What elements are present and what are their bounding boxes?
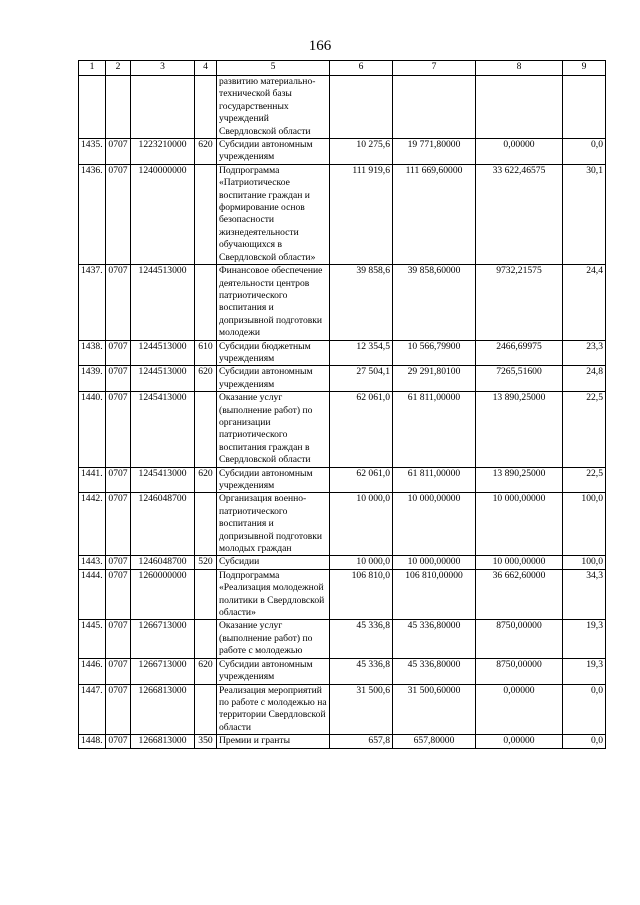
cell-expense-type-code: 620 <box>195 658 217 684</box>
table-row <box>79 139 606 165</box>
cell-row-number: 1445. <box>79 620 106 658</box>
cell-planned-amount: 10 000,00000 <box>393 493 476 556</box>
table-row <box>79 735 606 748</box>
cell-section-code: 0707 <box>106 340 131 366</box>
cell-approved-amount: 10 000,0 <box>330 493 393 556</box>
cell-section-code: 0707 <box>106 265 131 340</box>
table-row <box>79 76 606 139</box>
cell-section-code <box>106 76 131 139</box>
cell-target-article-code: 1260000000 <box>131 569 195 620</box>
cell-executed-amount: 2466,69975 <box>476 340 563 366</box>
cell-executed-amount: 8750,00000 <box>476 620 563 658</box>
cell-planned-amount <box>393 76 476 139</box>
cell-approved-amount: 10 000,0 <box>330 556 393 569</box>
cell-expense-type-code <box>195 392 217 467</box>
cell-item-name: Финансовое обеспечение деятельности центров патриотического воспитания и допризывной подготовки молодежи <box>217 265 330 340</box>
cell-target-article-code: 1266713000 <box>131 620 195 658</box>
header-cell: 5 <box>217 61 330 76</box>
cell-row-number: 1443. <box>79 556 106 569</box>
cell-section-code: 0707 <box>106 493 131 556</box>
cell-item-name: Премии и гранты <box>217 735 330 748</box>
cell-row-number: 1447. <box>79 684 106 735</box>
cell-section-code: 0707 <box>106 684 131 735</box>
cell-approved-amount: 62 061,0 <box>330 392 393 467</box>
cell-execution-percent: 0,0 <box>563 684 606 735</box>
cell-expense-type-code: 620 <box>195 467 217 493</box>
cell-execution-percent <box>563 76 606 139</box>
cell-executed-amount: 13 890,25000 <box>476 392 563 467</box>
cell-execution-percent: 0,0 <box>563 735 606 748</box>
cell-executed-amount: 13 890,25000 <box>476 467 563 493</box>
cell-target-article-code: 1245413000 <box>131 467 195 493</box>
cell-execution-percent: 19,3 <box>563 620 606 658</box>
table-row <box>79 556 606 569</box>
cell-approved-amount <box>330 76 393 139</box>
cell-planned-amount: 10 566,79900 <box>393 340 476 366</box>
cell-item-name: Субсидии автономным учреждениям <box>217 658 330 684</box>
cell-item-name: Субсидии автономным учреждениям <box>217 366 330 392</box>
cell-section-code: 0707 <box>106 569 131 620</box>
header-cell: 3 <box>131 61 195 76</box>
cell-item-name: Подпрограмма «Патриотическое воспитание граждан и формирование основ безопасности жизнедеятельности обучающихся в Свердловской области» <box>217 164 330 264</box>
cell-row-number: 1444. <box>79 569 106 620</box>
cell-approved-amount: 10 275,6 <box>330 139 393 165</box>
cell-row-number: 1437. <box>79 265 106 340</box>
cell-approved-amount: 45 336,8 <box>330 658 393 684</box>
cell-planned-amount: 61 811,00000 <box>393 392 476 467</box>
cell-expense-type-code: 520 <box>195 556 217 569</box>
cell-execution-percent: 100,0 <box>563 556 606 569</box>
table-row <box>79 569 606 620</box>
cell-approved-amount: 657,8 <box>330 735 393 748</box>
cell-planned-amount: 106 810,00000 <box>393 569 476 620</box>
cell-executed-amount: 8750,00000 <box>476 658 563 684</box>
cell-execution-percent: 19,3 <box>563 658 606 684</box>
cell-executed-amount: 0,00000 <box>476 139 563 165</box>
table-row <box>79 366 606 392</box>
cell-item-name: развитию материально-технической базы государственных учреждений Свердловской области <box>217 76 330 139</box>
cell-planned-amount: 657,80000 <box>393 735 476 748</box>
cell-item-name: Реализация мероприятий по работе с молодежью на территории Свердловской области <box>217 684 330 735</box>
cell-executed-amount: 7265,51600 <box>476 366 563 392</box>
cell-planned-amount: 19 771,80000 <box>393 139 476 165</box>
cell-approved-amount: 39 858,6 <box>330 265 393 340</box>
cell-target-article-code: 1266813000 <box>131 735 195 748</box>
header-cell: 9 <box>563 61 606 76</box>
cell-approved-amount: 45 336,8 <box>330 620 393 658</box>
table-row <box>79 265 606 340</box>
table-row <box>79 392 606 467</box>
cell-item-name: Субсидии автономным учреждениям <box>217 139 330 165</box>
cell-row-number: 1441. <box>79 467 106 493</box>
cell-approved-amount: 106 810,0 <box>330 569 393 620</box>
cell-section-code: 0707 <box>106 139 131 165</box>
cell-item-name: Подпрограмма «Реализация молодежной политики в Свердловской области» <box>217 569 330 620</box>
cell-row-number: 1448. <box>79 735 106 748</box>
cell-execution-percent: 30,1 <box>563 164 606 264</box>
cell-expense-type-code: 350 <box>195 735 217 748</box>
cell-execution-percent: 23,3 <box>563 340 606 366</box>
cell-target-article-code: 1240000000 <box>131 164 195 264</box>
table-row <box>79 620 606 658</box>
table-row <box>79 340 606 366</box>
cell-item-name: Субсидии <box>217 556 330 569</box>
cell-row-number: 1438. <box>79 340 106 366</box>
cell-expense-type-code <box>195 265 217 340</box>
cell-execution-percent: 100,0 <box>563 493 606 556</box>
table-row <box>79 658 606 684</box>
cell-execution-percent: 22,5 <box>563 467 606 493</box>
cell-row-number: 1435. <box>79 139 106 165</box>
header-cell: 7 <box>393 61 476 76</box>
cell-planned-amount: 31 500,60000 <box>393 684 476 735</box>
cell-executed-amount: 33 622,46575 <box>476 164 563 264</box>
cell-executed-amount <box>476 76 563 139</box>
cell-section-code: 0707 <box>106 556 131 569</box>
cell-item-name: Оказание услуг (выполнение работ) по работе с молодежью <box>217 620 330 658</box>
cell-target-article-code: 1244513000 <box>131 366 195 392</box>
cell-row-number: 1442. <box>79 493 106 556</box>
cell-planned-amount: 45 336,80000 <box>393 620 476 658</box>
cell-expense-type-code <box>195 620 217 658</box>
table-row <box>79 164 606 264</box>
cell-row-number: 1439. <box>79 366 106 392</box>
cell-executed-amount: 36 662,60000 <box>476 569 563 620</box>
table-row <box>79 493 606 556</box>
cell-section-code: 0707 <box>106 392 131 467</box>
cell-planned-amount: 10 000,00000 <box>393 556 476 569</box>
cell-approved-amount: 12 354,5 <box>330 340 393 366</box>
cell-section-code: 0707 <box>106 467 131 493</box>
cell-expense-type-code <box>195 164 217 264</box>
cell-planned-amount: 29 291,80100 <box>393 366 476 392</box>
cell-planned-amount: 45 336,80000 <box>393 658 476 684</box>
header-cell: 6 <box>330 61 393 76</box>
cell-executed-amount: 0,00000 <box>476 684 563 735</box>
cell-section-code: 0707 <box>106 658 131 684</box>
cell-item-name: Организация военно-патриотического воспитания и допризывной подготовки молодых граждан <box>217 493 330 556</box>
cell-execution-percent: 24,4 <box>563 265 606 340</box>
cell-section-code: 0707 <box>106 735 131 748</box>
cell-executed-amount: 10 000,00000 <box>476 556 563 569</box>
cell-expense-type-code <box>195 684 217 735</box>
cell-planned-amount: 39 858,60000 <box>393 265 476 340</box>
cell-expense-type-code <box>195 493 217 556</box>
cell-target-article-code: 1245413000 <box>131 392 195 467</box>
cell-target-article-code: 1244513000 <box>131 265 195 340</box>
cell-section-code: 0707 <box>106 620 131 658</box>
cell-target-article-code: 1266713000 <box>131 658 195 684</box>
cell-expense-type-code: 610 <box>195 340 217 366</box>
budget-table <box>78 60 606 749</box>
cell-executed-amount: 10 000,00000 <box>476 493 563 556</box>
cell-target-article-code: 1246048700 <box>131 556 195 569</box>
cell-execution-percent: 34,3 <box>563 569 606 620</box>
cell-approved-amount: 62 061,0 <box>330 467 393 493</box>
cell-section-code: 0707 <box>106 164 131 264</box>
cell-expense-type-code <box>195 569 217 620</box>
cell-row-number: 1446. <box>79 658 106 684</box>
cell-planned-amount: 61 811,00000 <box>393 467 476 493</box>
cell-execution-percent: 24,8 <box>563 366 606 392</box>
cell-approved-amount: 111 919,6 <box>330 164 393 264</box>
cell-target-article-code: 1266813000 <box>131 684 195 735</box>
table-row <box>79 684 606 735</box>
cell-row-number: 1436. <box>79 164 106 264</box>
cell-executed-amount: 9732,21575 <box>476 265 563 340</box>
cell-expense-type-code <box>195 76 217 139</box>
header-row <box>79 61 606 76</box>
cell-expense-type-code: 620 <box>195 366 217 392</box>
header-cell: 4 <box>195 61 217 76</box>
cell-target-article-code: 1223210000 <box>131 139 195 165</box>
cell-approved-amount: 31 500,6 <box>330 684 393 735</box>
cell-expense-type-code: 620 <box>195 139 217 165</box>
cell-row-number: 1440. <box>79 392 106 467</box>
cell-execution-percent: 22,5 <box>563 392 606 467</box>
cell-planned-amount: 111 669,60000 <box>393 164 476 264</box>
cell-target-article-code <box>131 76 195 139</box>
page-number: 166 <box>308 38 332 54</box>
cell-executed-amount: 0,00000 <box>476 735 563 748</box>
cell-target-article-code: 1246048700 <box>131 493 195 556</box>
cell-target-article-code: 1244513000 <box>131 340 195 366</box>
cell-item-name: Субсидии бюджетным учреждениям <box>217 340 330 366</box>
header-cell: 1 <box>79 61 106 76</box>
cell-section-code: 0707 <box>106 366 131 392</box>
header-cell: 8 <box>476 61 563 76</box>
cell-execution-percent: 0,0 <box>563 139 606 165</box>
table-row <box>79 467 606 493</box>
cell-item-name: Субсидии автономным учреждениям <box>217 467 330 493</box>
cell-item-name: Оказание услуг (выполнение работ) по организации патриотического воспитания граждан в Свердловской области <box>217 392 330 467</box>
cell-row-number <box>79 76 106 139</box>
header-cell: 2 <box>106 61 131 76</box>
cell-approved-amount: 27 504,1 <box>330 366 393 392</box>
